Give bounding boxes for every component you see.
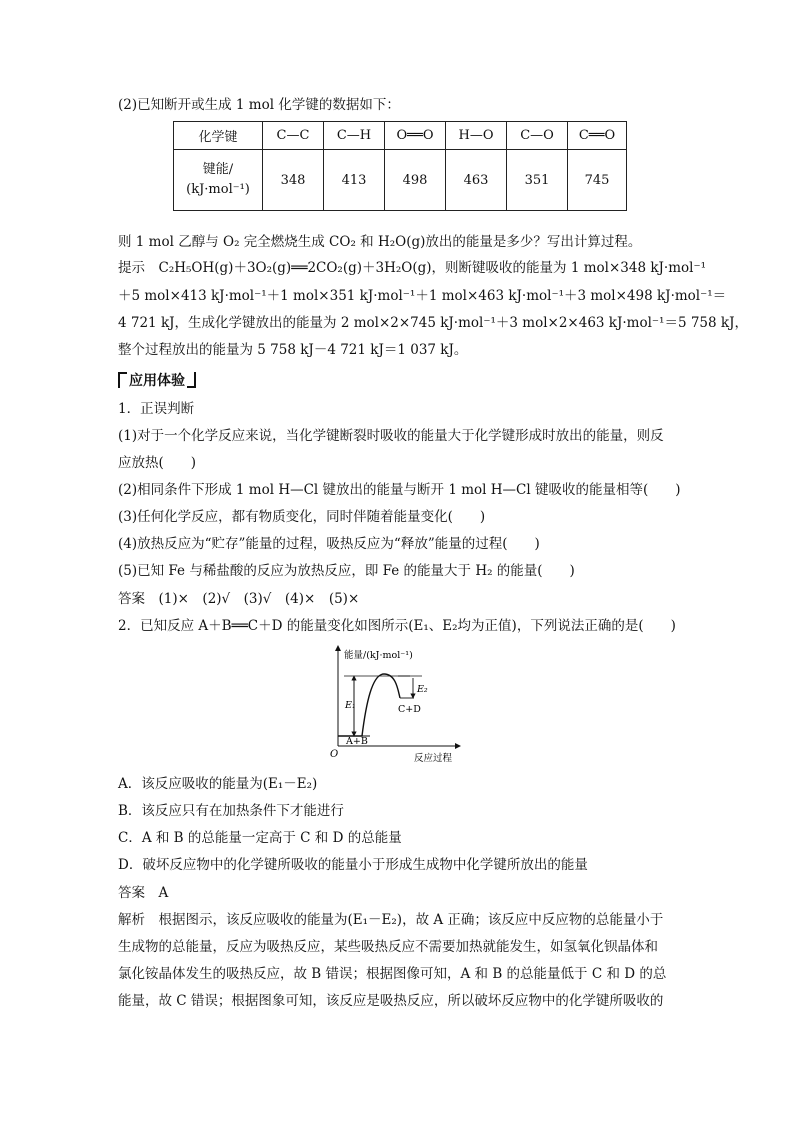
question-1-answer: 答案 (1)× (2)√ (3)√ (4)× (5)× xyxy=(118,591,360,607)
bond-energy-table xyxy=(173,121,627,211)
table-header-cell: C—O xyxy=(507,122,568,150)
energy-diagram xyxy=(310,644,470,766)
analysis-line: 能量，故 C 错误；根据图象可知，该反应是吸热反应，所以破坏反应物中的化学键所吸收的 xyxy=(118,993,664,1009)
analysis-line: 氯化铵晶体发生的吸热反应，故 B 错误；根据图像可知，A 和 B 的总能量低于 C 和 D 的总 xyxy=(118,966,667,982)
table-header-row xyxy=(174,122,627,150)
origin-label: O xyxy=(330,749,339,760)
table-header-cell: 化学键 xyxy=(174,122,263,150)
question-2-stem: 2．已知反应 A＋B══C＋D 的能量变化如图所示(E₁、E₂均为正值)，下列说法正确的是( ) xyxy=(118,618,676,634)
table-header-cell: O══O xyxy=(385,122,446,150)
option-a: A．该反应吸收的能量为(E₁－E₂) xyxy=(118,776,318,792)
reactants-label: A+B xyxy=(346,736,368,747)
table-cell: 498 xyxy=(385,150,446,211)
section-title: 应用体验 xyxy=(129,373,185,389)
question-2-intro: (2)已知断开或生成 1 mol 化学键的数据如下： xyxy=(118,97,400,113)
row-label-line1: 键能/ xyxy=(202,162,234,177)
table-header-cell: C—H xyxy=(324,122,385,150)
table-header-cell: C—C xyxy=(263,122,324,150)
row-label xyxy=(174,150,263,211)
products-label: C+D xyxy=(398,704,421,715)
table-header-cell: C══O xyxy=(568,122,627,150)
e2-label: E₂ xyxy=(417,684,428,695)
judgement-item: (5)已知 Fe 与稀盐酸的反应为放热反应，即 Fe 的能量大于 H₂ 的能量( ) xyxy=(118,563,575,579)
option-c: C．A 和 B 的总能量一定高于 C 和 D 的总能量 xyxy=(118,830,402,846)
hint-line: 整个过程放出的能量为 5 758 kJ－4 721 kJ＝1 037 kJ。 xyxy=(118,342,468,358)
analysis-line: 生成物的总能量，反应为吸热反应，某些吸热反应不需要加热就能发生，如氢氧化钡晶体和 xyxy=(118,939,658,955)
question-1-title: 1．正误判断 xyxy=(118,401,195,417)
judgement-item: (2)相同条件下形成 1 mol H—Cl 键放出的能量与断开 1 mol H—Cl 键吸收的能量相等( ) xyxy=(118,482,681,498)
table-cell: 745 xyxy=(568,150,627,211)
section-heading xyxy=(118,370,196,390)
option-d: D．破坏反应物中的化学键所吸收的能量小于形成生成物中化学键所放出的能量 xyxy=(118,857,588,873)
row-label-line2: (kJ·mol⁻¹) xyxy=(186,182,250,197)
analysis-line: 解析 根据图示，该反应吸收的能量为(E₁－E₂)，故 A 正确；该反应中反应物的总能量小于 xyxy=(118,912,664,928)
hint-line: 4 721 kJ，生成化学键放出的能量为 2 mol×2×745 kJ·mol⁻¹＋3 mol×2×463 kJ·mol⁻¹＝5 758 kJ， xyxy=(118,315,748,331)
hint-line: 提示 C₂H₅OH(g)＋3O₂(g)══2CO₂(g)＋3H₂O(g)，则断键吸收的能量为 1 mol×348 kJ·mol⁻¹ xyxy=(118,260,706,276)
x-axis-label: 反应过程 xyxy=(414,753,453,764)
table-row xyxy=(174,150,627,211)
judgement-item: (4)放热反应为“贮存”能量的过程，吸热反应为“释放”能量的过程( ) xyxy=(118,536,540,552)
hint-line: ＋5 mol×413 kJ·mol⁻¹＋1 mol×351 kJ·mol⁻¹＋1 mol×463 kJ·mol⁻¹＋3 mol×498 kJ·mol⁻¹＝ xyxy=(118,288,727,304)
question-2-text: 则 1 mol 乙醇与 O₂ 完全燃烧生成 CO₂ 和 H₂O(g)放出的能量是多少？写出计算过程。 xyxy=(118,234,642,250)
table-cell: 463 xyxy=(446,150,507,211)
judgement-item: 应放热( ) xyxy=(118,455,197,471)
bracket-left-icon xyxy=(118,372,127,388)
table-cell: 351 xyxy=(507,150,568,211)
y-axis-label: 能量/(kJ·mol⁻¹) xyxy=(344,650,413,661)
table-cell: 413 xyxy=(324,150,385,211)
judgement-item: (1)对于一个化学反应来说，当化学键断裂时吸收的能量大于化学键形成时放出的能量，则反 xyxy=(118,428,664,444)
option-b: B．该反应只有在加热条件下才能进行 xyxy=(118,803,344,819)
judgement-item: (3)任何化学反应，都有物质变化，同时伴随着能量变化( ) xyxy=(118,509,486,525)
question-2-answer: 答案 A xyxy=(118,885,169,901)
table-header-cell: H—O xyxy=(446,122,507,150)
table-cell: 348 xyxy=(263,150,324,211)
e1-label: E₁ xyxy=(345,700,356,711)
bracket-right-icon xyxy=(187,372,196,388)
